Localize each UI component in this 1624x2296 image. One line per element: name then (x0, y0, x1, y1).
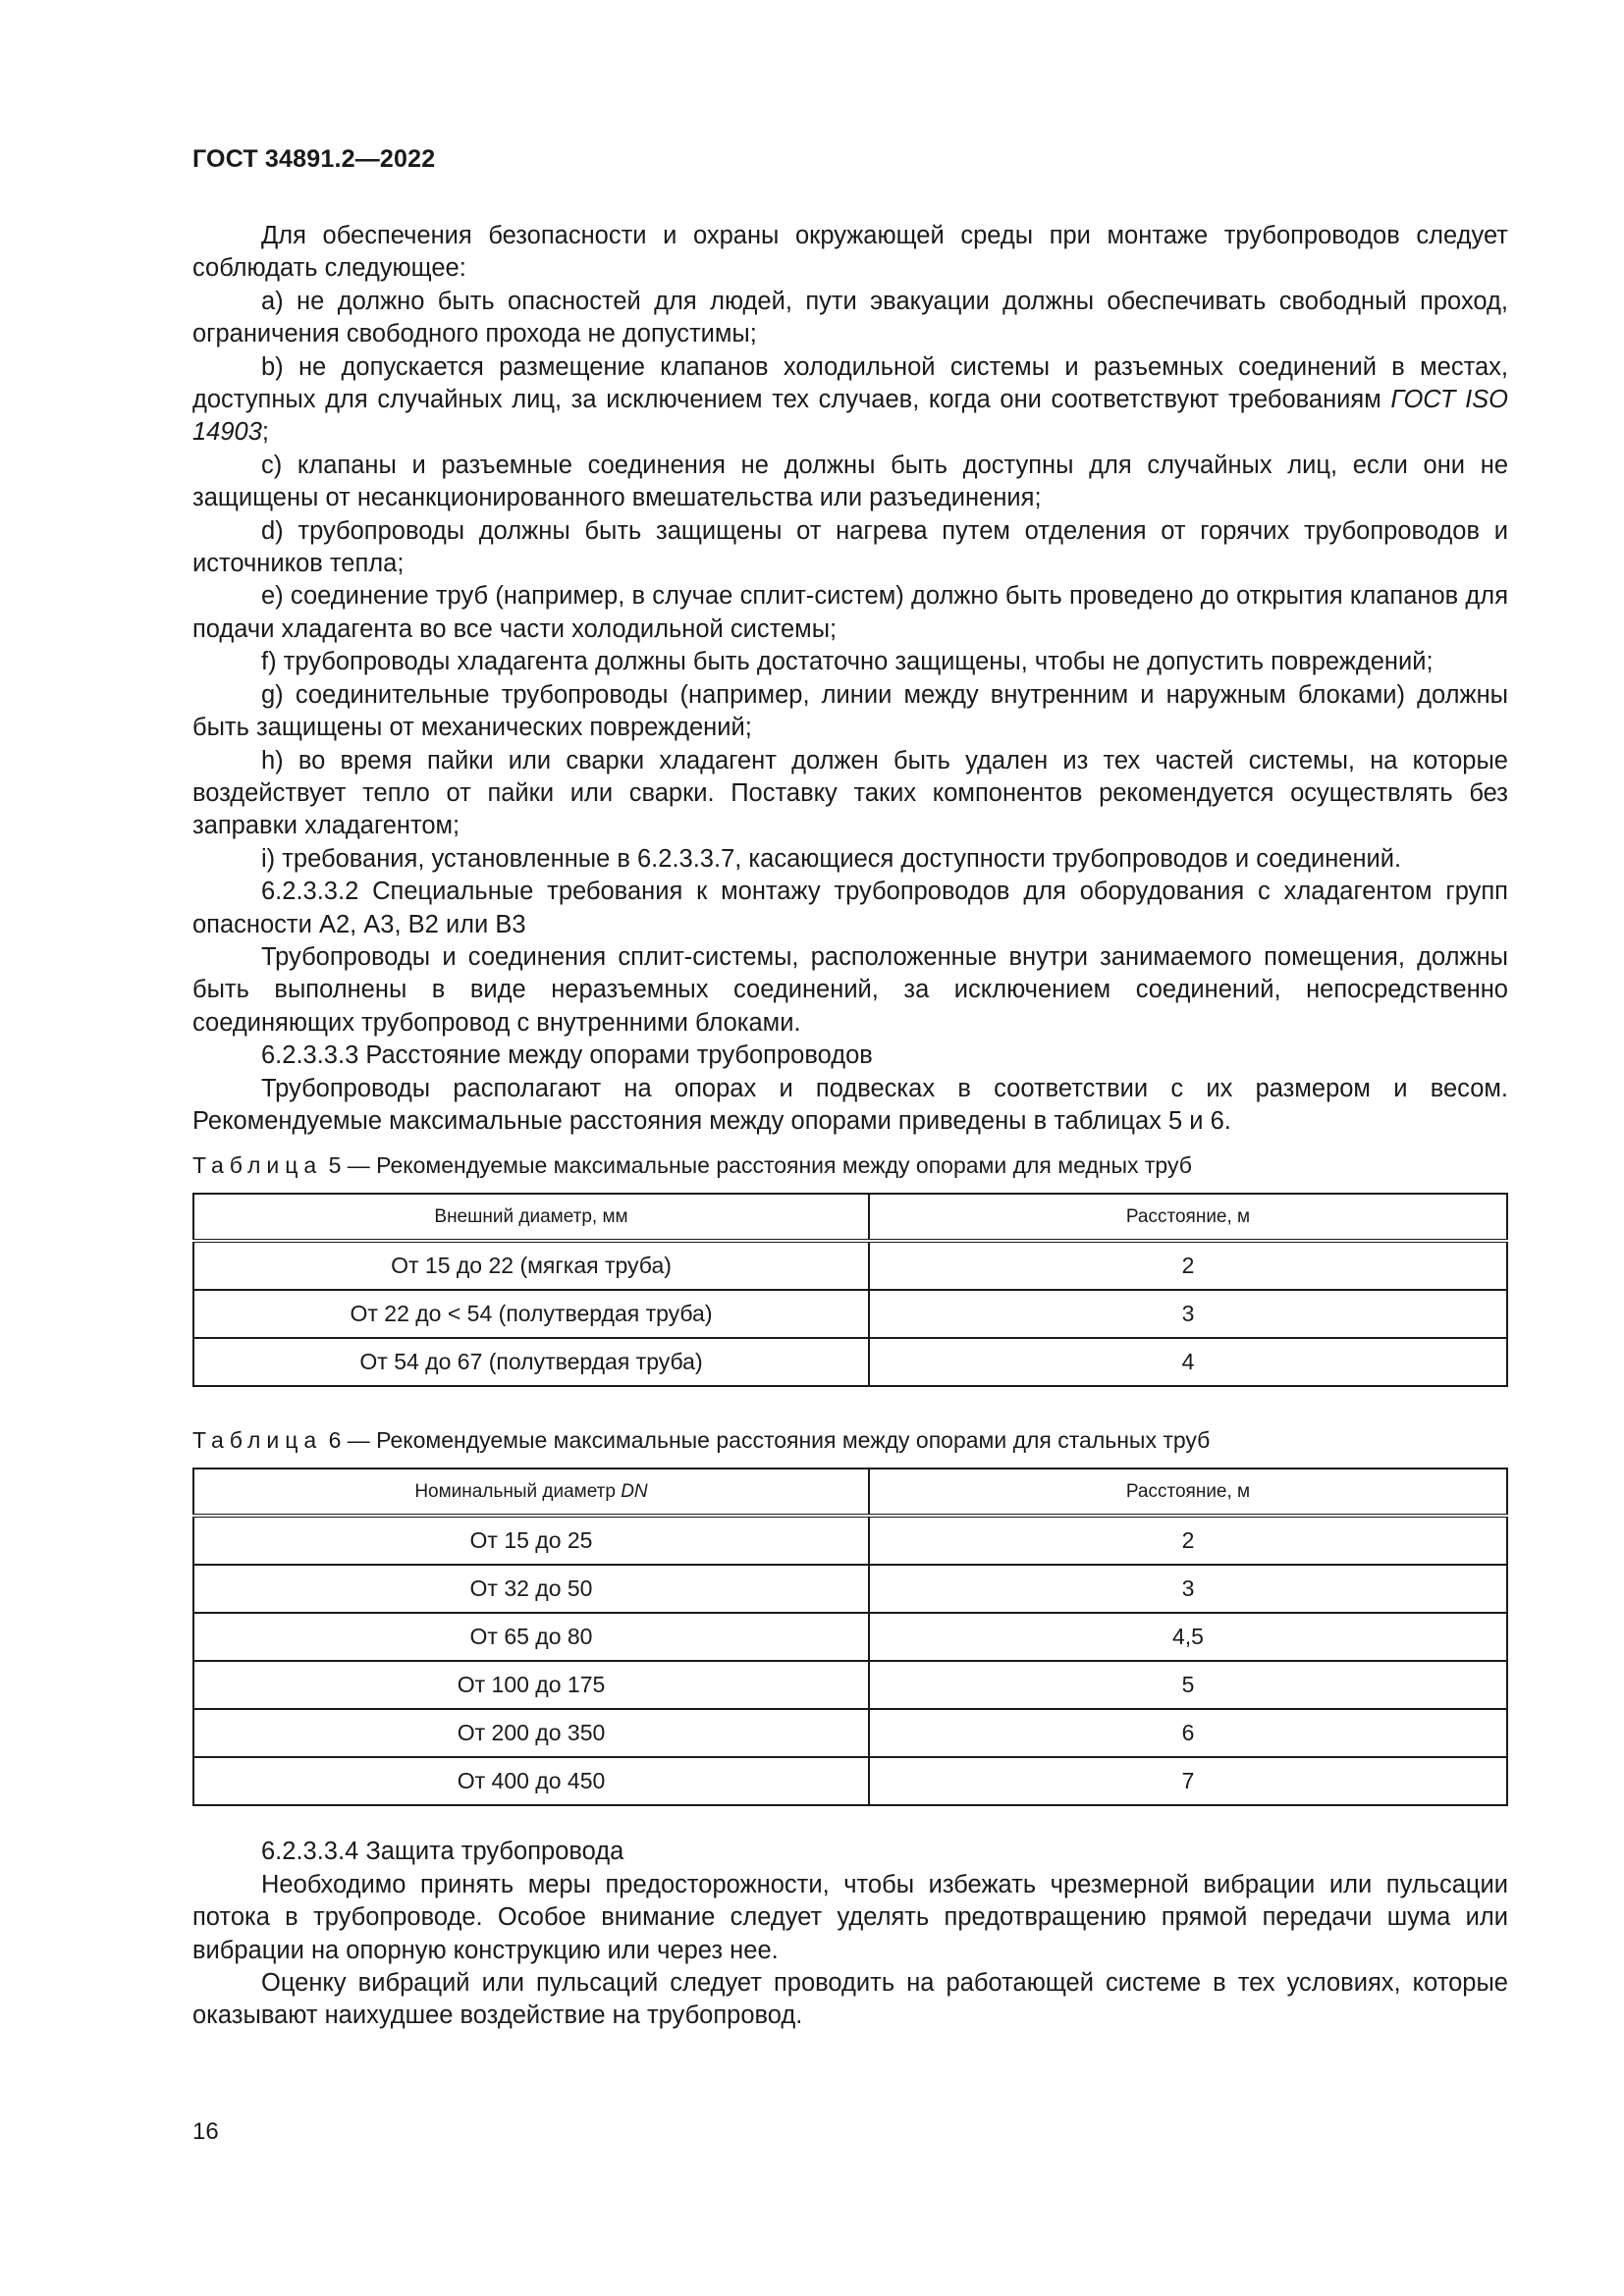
standard-reference-link[interactable]: ГОСТ ISO 14903 (192, 386, 1508, 447)
table5-caption-word: Таблица (192, 1152, 323, 1179)
table6-header-diameter (193, 1468, 869, 1516)
table6-cell-distance: 5 (869, 1661, 1507, 1709)
section-body-6-2-3-3-4-a: Необходимо принять меры предосторожности, чтобы избежать чрезмерной вибрации или пульсации потока в трубопроводе. Особое внимание следует уделять предотвращению прямой передачи шума или вибрации на опорную конструкцию или через нее. (192, 1870, 1508, 1964)
section-body-6-2-3-3-2: Трубопроводы и соединения сплит-системы, расположенные внутри занимаемого помещения, должны быть выполнены в виде неразъемных соединений, за исключением соединений, непосредственно соединяющих трубопровод с внутренними блоками. (192, 942, 1508, 1037)
table-row (193, 1757, 1507, 1805)
table5-cell-diameter: От 22 до < 54 (полутвердая труба) (193, 1290, 869, 1338)
section-heading-6-2-3-3-3: 6.2.3.3.3 Расстояние между опорами трубопроводов (261, 1041, 873, 1070)
list-item-d: d) трубопроводы должны быть защищены от нагрева путем отделения от горячих трубопроводов и источников тепла; (192, 516, 1508, 578)
table6-header-distance: Расстояние, м (869, 1468, 1507, 1516)
table-row (193, 1290, 1507, 1338)
section-body-6-2-3-3-3: Трубопроводы располагают на опорах и подвесках в соответствии с их размером и весом. Рекомендуемые максимальные расстояния между опорами приведены в таблицах 5 и 6. (192, 1074, 1508, 1135)
table6-cell-distance: 3 (869, 1565, 1507, 1613)
list-item-c: c) клапаны и разъемные соединения не должны быть доступны для случайных лиц, если они не защищены от несанкционированного вмешательства или разъединения; (192, 451, 1508, 512)
list-item-b-text: b) не допускается размещение клапанов холодильной системы и разъемных соединений в местах, доступных для случайных лиц, за исключением тех случаев, когда они соответствуют требованиям (192, 352, 1508, 414)
intro-paragraph: Для обеспечения безопасности и охраны окружающей среды при монтаже трубопроводов следует соблюдать следующее: (192, 222, 1508, 283)
table5-header-distance: Расстояние, м (869, 1194, 1507, 1241)
table5 (192, 1193, 1508, 1387)
table6-cell-diameter: От 65 до 80 (193, 1613, 869, 1661)
table-row (193, 1338, 1507, 1386)
table6-header-row (193, 1468, 1507, 1516)
table6-caption (192, 1426, 1508, 1454)
document-code-header: ГОСТ 34891.2—2022 (192, 145, 436, 173)
page-number: 16 (192, 2118, 219, 2145)
table6 (192, 1468, 1508, 1806)
table5-caption-text: 5 — Рекомендуемые максимальные расстояния между опорами для медных труб (322, 1152, 1192, 1179)
list-item-b-end: ; (261, 418, 270, 447)
list-item-h: h) во время пайки или сварки хладагент должен быть удален из тех частей системы, на которые воздействует тепло от пайки или сварки. Поставку таких компонентов рекомендуется осуществлять без заправки хладагентом; (192, 746, 1508, 840)
table6-caption-text: 6 — Рекомендуемые максимальные расстояния между опорами для стальных труб (322, 1427, 1211, 1454)
document-body (192, 220, 1508, 2033)
section-body-6-2-3-3-4-b: Оценку вибраций или пульсаций следует проводить на работающей системе в тех условиях, которые оказывают наихудшее воздействие на трубопровод. (192, 1969, 1508, 2030)
table6-cell-distance: 7 (869, 1757, 1507, 1805)
table6-cell-distance: 2 (869, 1516, 1507, 1565)
list-item-g: g) соединительные трубопроводы (например, линии между внутренним и наружным блоками) должны быть защищены от механических повреждений; (192, 680, 1508, 742)
table-row (193, 1516, 1507, 1565)
list-item-e: e) соединение труб (например, в случае сплит-систем) должно быть проведено до открытия клапанов для подачи хладагента во все части холодильной системы; (192, 582, 1508, 643)
table-row (193, 1613, 1507, 1661)
spacer (192, 1387, 1508, 1413)
table6-header-diameter-text: Номинальный диаметр (414, 1481, 622, 1503)
list-item-f: f) трубопроводы хладагента должны быть достаточно защищены, чтобы не допустить повреждений; (261, 648, 1434, 676)
table5-cell-distance: 2 (869, 1241, 1507, 1290)
section-heading-6-2-3-3-4: 6.2.3.3.4 Защита трубопровода (261, 1838, 624, 1866)
table-row (193, 1241, 1507, 1290)
table5-cell-distance: 4 (869, 1338, 1507, 1386)
table5-cell-distance: 3 (869, 1290, 1507, 1338)
table5-header-diameter: Внешний диаметр, мм (193, 1194, 869, 1241)
table5-header-row (193, 1194, 1507, 1241)
list-item-a: a) не должно быть опасностей для людей, пути эвакуации должны обеспечивать свободный проход, ограничения свободного прохода не допустимы; (192, 287, 1508, 348)
table6-cell-diameter: От 100 до 175 (193, 1661, 869, 1709)
table6-header-dn: DN (621, 1481, 648, 1503)
section-heading-6-2-3-3-2: 6.2.3.3.2 Специальные требования к монтажу трубопроводов для оборудования с хладагентом групп опасности А2, А3, В2 или В3 (192, 878, 1508, 938)
list-item-b (192, 351, 1508, 450)
table6-cell-diameter: От 200 до 350 (193, 1709, 869, 1757)
table-row (193, 1661, 1507, 1709)
table-row (193, 1565, 1507, 1613)
table6-cell-diameter: От 32 до 50 (193, 1565, 869, 1613)
table6-cell-diameter: От 15 до 25 (193, 1516, 869, 1565)
table6-cell-distance: 6 (869, 1709, 1507, 1757)
table6-caption-word: Таблица (192, 1427, 323, 1454)
table5-cell-diameter: От 15 до 22 (мягкая труба) (193, 1241, 869, 1290)
table6-cell-distance: 4,5 (869, 1613, 1507, 1661)
table5-cell-diameter: От 54 до 67 (полутвердая труба) (193, 1338, 869, 1386)
table5-caption (192, 1151, 1508, 1179)
table6-cell-diameter: От 400 до 450 (193, 1757, 869, 1805)
table-row (193, 1709, 1507, 1757)
list-item-i: i) требования, установленные в 6.2.3.3.7, касающиеся доступности трубопроводов и соединений. (261, 844, 1402, 873)
